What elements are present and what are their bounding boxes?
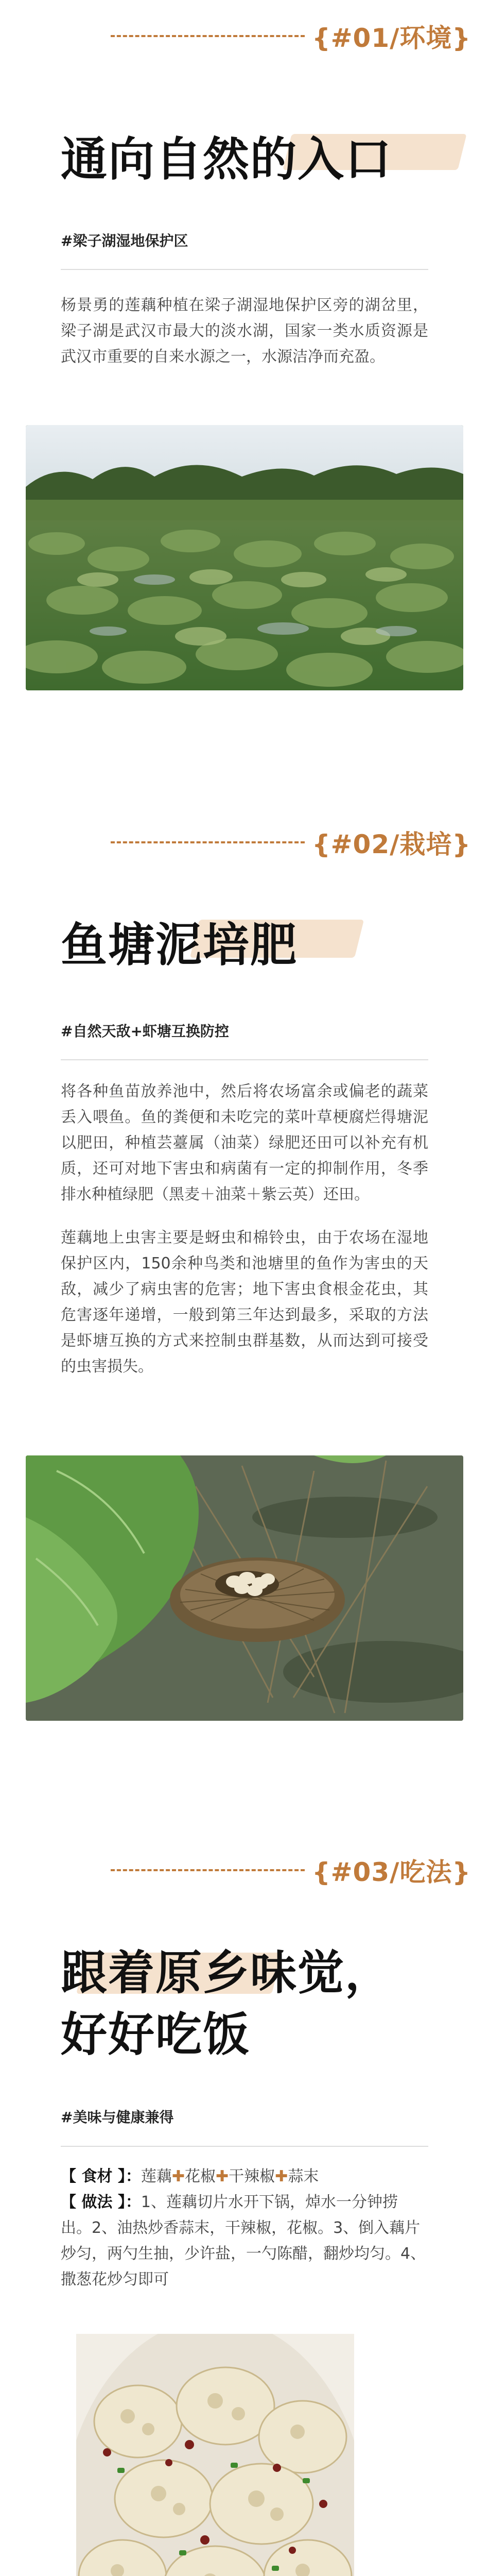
dashed-divider [111, 841, 305, 843]
ingredients-line [61, 2164, 428, 2190]
ingredient: 干辣椒 [229, 2167, 275, 2185]
section-title: 通向自然的入口 [61, 132, 392, 187]
section-title-line-1: 跟着原乡味觉， [61, 1946, 392, 2000]
paragraph: 杨景勇的莲藕种植在梁子湖湿地保护区旁的湖岔里，梁子湖是武汉市最大的淡水湖，国家一类水质资源是武汉市重要的自来水源之一，水源洁净而充盈。 [61, 296, 428, 366]
ingredients-label: 【 食材 】： [61, 2167, 141, 2185]
section-2-title-block [61, 914, 298, 976]
dashed-divider [111, 35, 305, 37]
dashed-divider [111, 1869, 305, 1871]
lotus-root-dish-image [76, 2334, 354, 2576]
bird-nest-image [26, 1455, 463, 1721]
method-text: 1、莲藕切片水开下锅，焯水一分钟捞出。2、油热炒香蒜末，干辣椒，花椒。3、倒入藕片炒匀，两勺生抽，少许盐，一勺陈醋，翻炒均匀。4、撒葱花炒匀即可 [61, 2193, 426, 2289]
recipe-block [61, 2164, 428, 2293]
section-1-title-block [61, 129, 392, 191]
section-subtag: #美味与健康兼得 [61, 2109, 174, 2126]
ingredient: 花椒 [185, 2167, 216, 2185]
section-tag: {#01/环境} [312, 23, 471, 53]
ingredient: 莲藕 [141, 2167, 172, 2185]
ingredient: 蒜末 [288, 2167, 319, 2185]
section-2-body [61, 1079, 428, 1397]
section-tag: {#02/栽培} [312, 829, 471, 859]
method-label: 【 做法 】： [61, 2193, 141, 2211]
section-2-header [111, 827, 471, 858]
section-1-header [111, 21, 471, 52]
section-tag: {#03/吃法} [312, 1857, 471, 1887]
section-subtag: #梁子湖湿地保护区 [61, 232, 188, 249]
divider-line [61, 2146, 428, 2147]
method-line [61, 2190, 428, 2293]
lotus-root-dish-photo [76, 2334, 354, 2576]
section-title: 鱼塘泥培肥 [61, 918, 298, 972]
paragraph: 将各种鱼苗放养池中，然后将农场富余或偏老的蔬菜丢入喂鱼。鱼的粪便和未吃完的菜叶草梗腐烂得塘泥以肥田，种植芸薹属（油菜）绿肥还田可以补充有机质，还可对地下害虫和病菌有一定的抑制作用，冬季排水种植绿肥（黑麦＋油菜＋紫云英）还田。 [61, 1082, 428, 1204]
section-subtag: #自然天敌+虾塘互换防控 [61, 1023, 229, 1040]
plus-icon: ✚ [171, 2167, 185, 2185]
plus-icon: ✚ [216, 2167, 229, 2185]
section-3-header [111, 1855, 471, 1886]
divider-line [61, 1059, 428, 1060]
plus-icon: ✚ [275, 2167, 288, 2185]
paragraph: 莲藕地上虫害主要是蚜虫和棉铃虫，由于农场在湿地保护区内，150余种鸟类和池塘里的鱼作为害虫的天敌，减少了病虫害的危害；地下害虫食根金花虫，其危害逐年递增，一般到第三年达到最多，采取的方法是虾塘互换的方式来控制虫群基数，从而达到可接受的虫害损失。 [61, 1229, 428, 1376]
section-1-body [61, 293, 428, 387]
section-3-title-block [61, 1942, 392, 2066]
bird-nest-photo [26, 1455, 463, 1721]
divider-line [61, 269, 428, 270]
lotus-pond-image [26, 425, 463, 690]
section-title-line-2: 好好吃饭 [61, 2008, 250, 2062]
lotus-pond-photo [26, 425, 463, 690]
